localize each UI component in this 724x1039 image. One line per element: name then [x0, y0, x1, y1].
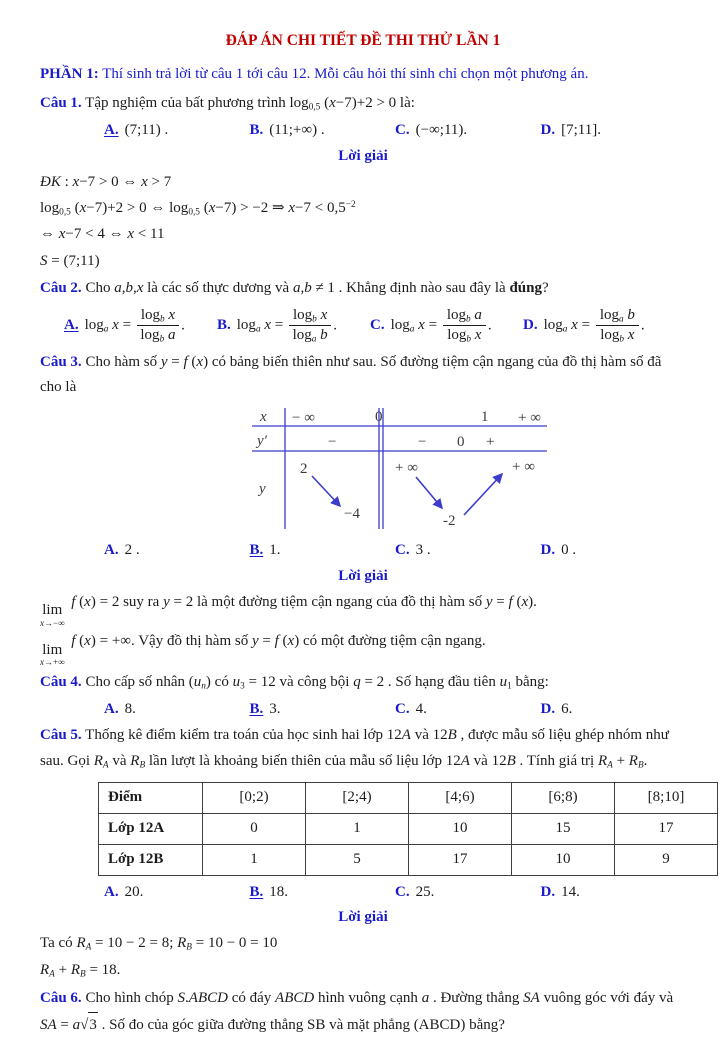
text-run: , được mẫu số liệu ghép nhóm như sau. Gọi — [40, 727, 669, 769]
option-letter: A. — [104, 122, 119, 139]
option-content — [561, 697, 572, 723]
math-expression: y = f (x) — [251, 633, 300, 650]
answer-option — [541, 880, 687, 906]
question-4-label: Câu 4. — [40, 673, 82, 690]
table-cell: [6;8) — [512, 782, 615, 813]
bbt-sign-3: 0 — [457, 434, 465, 451]
option-content — [561, 880, 580, 906]
text-run: 3. — [269, 700, 281, 717]
question-6-label: Câu 6. — [40, 989, 82, 1006]
question-6-stem — [40, 986, 686, 1039]
solution-line — [40, 589, 686, 628]
solution-heading-q5: Lời giải — [338, 909, 388, 926]
option-content — [544, 306, 645, 346]
answer-option — [64, 306, 217, 346]
math-expression: y = 2 — [163, 593, 194, 610]
answer-option — [250, 880, 396, 906]
text-run: . Vậy đồ thị hàm số — [130, 633, 252, 650]
option-letter: D. — [540, 700, 556, 717]
solution-line — [40, 248, 686, 274]
math-expression: $R_B$ — [130, 752, 146, 771]
math-expression: $u_3 = 12$ — [232, 673, 276, 692]
option-content — [416, 697, 427, 723]
math-expression: [7;11] — [561, 122, 598, 139]
table-cell: 0 — [203, 813, 306, 844]
option-letter: B. — [217, 316, 231, 333]
option-content — [237, 306, 337, 346]
table-cell: 10 — [512, 844, 615, 875]
bbt-x-neg-inf: − ∞ — [292, 410, 315, 427]
text-run: Cho hàm số — [81, 353, 161, 370]
text-run: . Số hạng đầu tiên — [384, 673, 500, 690]
text-run: Ta có — [40, 935, 77, 952]
answer-option — [395, 538, 541, 564]
answer-option — [541, 118, 687, 144]
question-6 — [40, 986, 686, 1039]
question-5-options — [104, 880, 686, 906]
table-cell: 10 — [409, 813, 512, 844]
math-expression: a — [421, 989, 430, 1006]
solution-heading-q3: Lời giải — [338, 567, 388, 584]
option-content — [269, 538, 280, 564]
option-letter: D. — [540, 542, 556, 559]
math-expression: (−∞;11) — [415, 122, 464, 139]
math-expression: $\log_{0,5} (x-7)+2 > 0$ ⇔ $\log_{0,5} (x-7) > -2$ ⇒ $x-7 < 0,5^{-2}$ — [40, 199, 356, 218]
text-run: . — [181, 317, 185, 334]
text-run: . Số đo của góc giữa đường thẳng SB và mặt phẳng (ABCD) bằng? — [97, 1016, 505, 1033]
text-run: và — [410, 727, 433, 744]
math-expression: $\log_{0,5} (x-7)+2 > 0$ — [289, 95, 397, 113]
bbt-sign-2: − — [418, 434, 427, 451]
option-content — [269, 880, 288, 906]
text-run: đúng — [509, 279, 542, 296]
option-content — [416, 880, 435, 906]
option-letter: A. — [104, 883, 119, 900]
text-run: 8. — [124, 700, 136, 717]
bbt-x-pos-inf: + ∞ — [518, 410, 541, 427]
math-expression: q = 2 — [353, 673, 385, 690]
solution-line — [40, 930, 686, 956]
answer-option — [104, 880, 250, 906]
math-expression: 12A — [445, 752, 470, 769]
math-expression: y = f (x) — [160, 353, 209, 370]
math-expression: SA — [523, 989, 540, 1006]
text-run: bằng: — [511, 673, 549, 690]
text-run: là một đường tiệm cận ngang của đồ thị hàm số — [193, 593, 486, 610]
math-expression: S.ABCD — [177, 989, 228, 1006]
text-run: Thống kê điểm kiểm tra toán của học sinh hai lớp — [81, 727, 387, 744]
question-2-text — [82, 280, 549, 296]
bbt-y-inf-left: + ∞ — [395, 460, 418, 477]
bbt-arrow-down-1 — [312, 476, 340, 506]
text-run: 20. — [124, 883, 144, 900]
option-content — [85, 306, 185, 346]
option-content — [269, 118, 324, 144]
question-1-label: Câu 1. — [40, 95, 82, 112]
text-run: . — [643, 752, 648, 769]
answer-option — [395, 880, 541, 906]
table-row-header: Lớp 12B — [99, 844, 203, 875]
option-letter: A. — [104, 542, 119, 559]
math-expression: S = (7;11) — [40, 252, 100, 269]
table-cell: [2;4) — [306, 782, 409, 813]
bbt-sign-4: + — [486, 434, 495, 451]
text-run: 14. — [561, 883, 580, 900]
answer-option — [250, 118, 396, 144]
text-run: và — [469, 752, 492, 769]
text-run: Cho hình chóp — [81, 989, 178, 1006]
variation-table-figure — [238, 405, 550, 531]
option-letter: C. — [395, 122, 410, 139]
answer-option — [104, 118, 250, 144]
option-letter: C. — [370, 316, 385, 333]
question-1-solution — [40, 169, 686, 274]
text-run: 1. — [269, 542, 281, 559]
question-1-stem — [40, 91, 686, 117]
answer-option — [395, 697, 541, 723]
option-letter: A. — [64, 316, 79, 333]
text-run: và — [108, 752, 131, 769]
option-content — [125, 697, 136, 723]
table-row — [99, 813, 718, 844]
table-cell: 15 — [512, 813, 615, 844]
math-expression: $\log_a x$ = $\frac{\log_b a}{\log_b x}$ — [391, 317, 488, 333]
math-expression: ⇔ x−7 < 4 ⇔ x < 11 — [40, 226, 165, 243]
bbt-y-label: y — [259, 481, 266, 498]
option-letter: C. — [395, 700, 410, 717]
question-4 — [40, 670, 686, 722]
text-run: 4. — [415, 700, 427, 717]
score-table — [98, 782, 718, 876]
bbt-arrow-down-2 — [416, 477, 442, 508]
math-expression: SA = a√3 — [40, 1017, 98, 1033]
solution-line — [40, 195, 686, 221]
table-cell: 1 — [203, 844, 306, 875]
math-expression: (7;11) — [124, 122, 161, 139]
question-3-stem — [40, 350, 686, 402]
option-letter: B. — [249, 883, 264, 900]
bbt-yprime-label: y′ — [257, 433, 267, 450]
math-expression: $R_A = 10 - 2 = 8$; $R_B = 10 - 0 = 10$ — [76, 935, 278, 953]
table-cell: 17 — [409, 844, 512, 875]
option-letter: B. — [249, 542, 264, 559]
question-2 — [40, 276, 686, 346]
option-letter: D. — [540, 122, 556, 139]
text-run: . — [160, 122, 169, 139]
math-expression: a,b ≠ 1 — [292, 279, 335, 296]
option-content — [125, 118, 169, 144]
answer-option — [217, 306, 370, 346]
text-run: có một đường tiệm cận ngang. — [299, 633, 486, 650]
bbt-y-start: 2 — [300, 461, 308, 478]
question-1 — [40, 91, 686, 274]
text-run: . — [640, 317, 645, 334]
math-expression: 12B — [491, 752, 516, 769]
text-run: ? — [542, 279, 549, 296]
bbt-sign-1: − — [328, 434, 337, 451]
text-run: lần lượt là khoảng biến thiên của mẫu số liệu lớp — [145, 752, 446, 769]
answer-option — [104, 697, 250, 723]
table-cell: 17 — [615, 813, 718, 844]
option-content — [125, 880, 144, 906]
bbt-x-zero: 0 — [375, 409, 383, 426]
math-expression: ABCD — [275, 989, 315, 1006]
text-run: là: — [396, 95, 415, 112]
answer-option — [250, 697, 396, 723]
table-cell: [8;10] — [615, 782, 718, 813]
table-cell: [0;2) — [203, 782, 306, 813]
question-2-label: Câu 2. — [40, 279, 82, 296]
bbt-arrow-up — [464, 474, 502, 515]
option-content — [416, 118, 468, 144]
table-cell: 1 — [306, 813, 409, 844]
table-cell: 9 — [615, 844, 718, 875]
math-expression: $R_A + R_B$ — [597, 752, 644, 771]
text-run: 6. — [561, 700, 573, 717]
text-run: suy ra — [119, 593, 164, 610]
solution-line — [40, 221, 686, 247]
option-letter: C. — [395, 542, 410, 559]
table-cell: [4;6) — [409, 782, 512, 813]
question-3-solution — [40, 589, 686, 668]
text-run: 2 . — [124, 542, 140, 559]
bbt-y-pos-inf: + ∞ — [512, 459, 535, 476]
text-run: . — [597, 122, 601, 139]
question-5-stem — [40, 723, 686, 775]
math-expression: $\log_a x$ = $\frac{\log_a b}{\log_b x}$ — [544, 317, 641, 333]
text-run: . — [463, 122, 468, 139]
text-run: . Khẳng định nào sau đây là — [334, 279, 510, 296]
text-run: 0 . — [561, 542, 577, 559]
answer-option — [250, 538, 396, 564]
question-2-stem — [40, 276, 686, 302]
answer-option — [523, 306, 676, 346]
text-run: . — [333, 317, 337, 334]
text-run: . Tính giá trị — [515, 752, 598, 769]
variation-table — [238, 405, 686, 536]
solution-heading-q1: Lời giải — [338, 147, 388, 164]
text-run: Cho — [81, 279, 115, 296]
question-5-label: Câu 5. — [40, 727, 82, 744]
question-3-label: Câu 3. — [40, 353, 82, 370]
text-run: Tập nghiệm của bất phương trình — [81, 95, 290, 112]
question-4-text — [82, 674, 549, 690]
option-content — [561, 538, 576, 564]
answer-option — [370, 306, 523, 346]
text-run: có đáy — [227, 989, 276, 1006]
question-5 — [40, 723, 686, 983]
answer-option — [541, 697, 687, 723]
part1-heading — [40, 63, 686, 86]
option-letter: C. — [395, 883, 410, 900]
text-run: có — [210, 673, 233, 690]
solution-line — [40, 169, 686, 195]
table-row — [99, 782, 718, 813]
question-3-options — [104, 538, 686, 564]
question-4-options — [104, 697, 686, 723]
text-run: Cho cấp số nhân — [81, 673, 189, 690]
text-run: vuông góc với đáy và — [539, 989, 674, 1006]
text-run: . — [317, 122, 325, 139]
option-letter: B. — [249, 122, 264, 139]
text-run: có bảng biến thiên như sau. Số đường tiệm cận ngang của đồ thị hàm số đã cho là — [40, 353, 662, 396]
math-expression: ĐK : x−7 > 0 ⇔ x > 7 — [40, 173, 172, 190]
math-expression: 12A — [386, 727, 411, 744]
math-expression: lim x→−∞ f (x) = 2 — [40, 593, 120, 628]
part1-label: PHẦN 1: — [40, 66, 99, 82]
text-run: 18. — [269, 883, 289, 900]
question-3-text — [40, 354, 661, 396]
text-run: . Đường thẳng — [429, 989, 524, 1006]
math-expression: lim x→+∞ f (x) = +∞ — [40, 633, 131, 668]
table-row — [99, 844, 718, 875]
question-3 — [40, 350, 686, 668]
math-expression: $\log_a x$ = $\frac{\log_b x}{\log_b a}$ — [85, 317, 181, 333]
table-cell: 5 — [306, 844, 409, 875]
text-run: . — [487, 317, 492, 334]
option-letter: A. — [104, 700, 119, 717]
question-1-options — [104, 118, 686, 144]
text-run: . — [533, 593, 537, 610]
math-expression: $R_A$ — [93, 752, 109, 771]
option-content — [125, 538, 140, 564]
option-content — [391, 306, 492, 346]
solution-line — [40, 628, 686, 667]
answer-option — [104, 538, 250, 564]
option-content — [416, 538, 431, 564]
math-expression: a,b,x — [114, 279, 144, 296]
math-expression: $u_1$ — [499, 673, 512, 692]
math-expression: $(u_n)$ — [188, 673, 211, 692]
question-2-options — [64, 306, 686, 346]
question-5-text — [40, 727, 669, 769]
solution-line — [40, 957, 686, 983]
question-1-text — [82, 95, 415, 111]
text-run: là các số thực dương và — [143, 279, 293, 296]
answer-option — [395, 118, 541, 144]
text-run: hình vuông cạnh — [314, 989, 422, 1006]
option-letter: B. — [249, 700, 264, 717]
document-title: ĐÁP ÁN CHI TIẾT ĐỀ THI THỬ LẦN 1 — [225, 32, 501, 49]
option-letter: D. — [523, 316, 538, 333]
bbt-y-min: −4 — [344, 506, 360, 523]
bbt-x-one: 1 — [481, 409, 489, 426]
question-5-solution — [40, 930, 686, 983]
answer-option — [541, 538, 687, 564]
option-letter: D. — [540, 883, 556, 900]
math-expression: $R_A + R_B = 18$. — [40, 961, 121, 980]
text-run: 3 . — [415, 542, 431, 559]
math-expression: y = f (x) — [485, 593, 534, 610]
math-expression: (11;+∞) — [269, 122, 318, 139]
option-content — [269, 697, 280, 723]
bbt-y-min2: -2 — [443, 513, 456, 530]
option-content — [561, 118, 601, 144]
table-row-header: Điểm — [99, 782, 203, 813]
math-expression: 12B — [432, 727, 457, 744]
text-run: 25. — [415, 883, 435, 900]
question-4-stem — [40, 670, 686, 696]
question-6-text — [40, 990, 673, 1033]
math-expression: $\log_a x$ = $\frac{\log_b x}{\log_a b}$ — [237, 317, 333, 333]
bbt-x-label: x — [260, 409, 267, 426]
part1-text: Thí sinh trả lời từ câu 1 tới câu 12. Mỗi câu hỏi thí sinh chỉ chọn một phương án. — [98, 66, 589, 82]
table-row-header: Lớp 12A — [99, 813, 203, 844]
text-run: và công bội — [275, 673, 354, 690]
